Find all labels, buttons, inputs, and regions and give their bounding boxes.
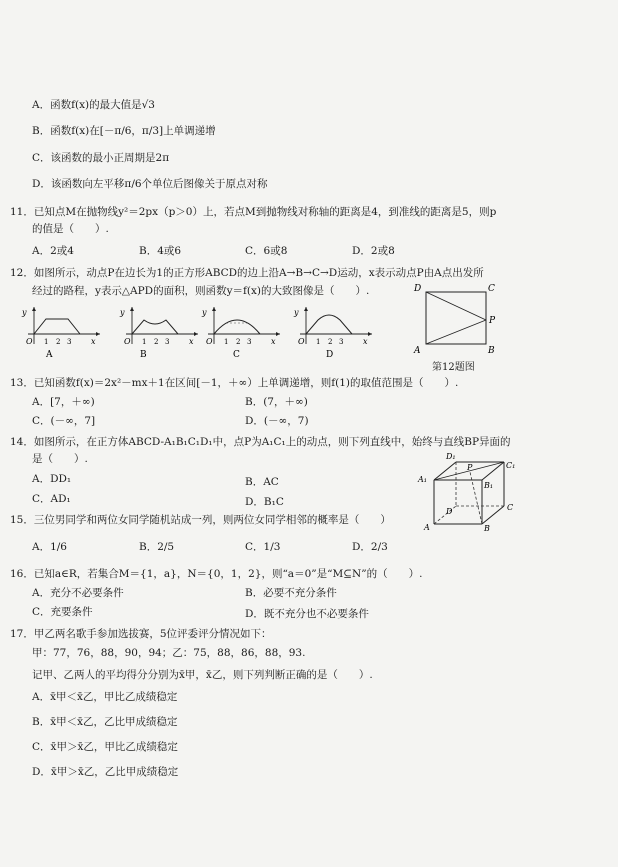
q12-graph-c <box>200 304 282 360</box>
q11-option-d: D．2或8 <box>352 245 395 257</box>
graph-c-y-label: y <box>202 308 207 317</box>
q14-option-d: D．B₁C <box>245 496 284 508</box>
q12-square-figure <box>408 282 498 354</box>
q11-option-c: C．6或8 <box>245 245 288 257</box>
graph-b-y-label: y <box>120 308 125 317</box>
q12-graph-d <box>292 304 374 360</box>
cube-vertex-b: B <box>484 524 490 532</box>
graph-d-label: D <box>326 350 334 360</box>
q15-option-a: A．1/6 <box>32 541 67 553</box>
graph-b-tick-2: 2 <box>154 338 159 346</box>
q14-cube-figure <box>412 448 522 532</box>
graph-c-tick-2: 2 <box>236 338 241 346</box>
cube-vertex-d1: D₁ <box>446 452 456 461</box>
graph-b-label: B <box>140 350 147 360</box>
graph-d-origin: O <box>298 337 305 346</box>
q12-graph-a <box>20 304 102 360</box>
graph-c-x-label: x <box>271 337 276 346</box>
graph-a-origin: O <box>26 337 33 346</box>
cube-vertex-a: A <box>424 523 430 532</box>
graph-c-label: C <box>233 350 240 360</box>
q13-option-a: A．[7，＋∞) <box>32 396 95 408</box>
graph-a-tick-1: 1 <box>44 338 49 346</box>
graph-d-tick-1: 1 <box>316 338 321 346</box>
graph-c-tick-3: 3 <box>247 338 252 346</box>
q14-option-a: A．DD₁ <box>32 473 72 485</box>
cube-vertex-c: C <box>507 503 514 512</box>
q15-stem: 15．三位男同学和两位女同学随机站成一列，则两位女同学相邻的概率是（ ） <box>10 514 391 526</box>
q12-stem-line1: 12．如图所示，动点P在边长为1的正方形ABCD的边上沿A→B→C→D运动，x表示动点P由A点出发所 <box>10 267 484 279</box>
graph-b-origin: O <box>124 337 131 346</box>
q17-option-d: D．x̄甲＞x̄乙，乙比甲成绩稳定 <box>32 766 179 778</box>
q10-option-b: B．函数f(x)在[－π/6，π/3]上单调递增 <box>32 125 216 137</box>
q17-stem: 17．甲乙两名歌手参加选拔赛，5位评委评分情况如下： <box>10 628 272 640</box>
q11-option-a: A．2或4 <box>32 245 74 257</box>
square-vertex-d: D <box>414 284 422 294</box>
q15-option-c: C．1/3 <box>245 541 281 553</box>
q13-option-b: B．(7，＋∞) <box>245 396 308 408</box>
q17-note: 记甲、乙两人的平均得分分别为x̄甲，x̄乙，则下列判断正确的是（ ）. <box>32 669 373 681</box>
graph-b-tick-1: 1 <box>142 338 147 346</box>
q12-graph-b <box>118 304 200 360</box>
q17-option-a: A．x̄甲＜x̄乙，甲比乙成绩稳定 <box>32 691 178 703</box>
q10-option-d: D．该函数向左平移π/6个单位后图像关于原点对称 <box>32 178 268 190</box>
square-vertex-c: C <box>488 284 495 294</box>
graph-a-y-label: y <box>22 308 27 317</box>
q17-option-b: B．x̄甲＜x̄乙，乙比甲成绩稳定 <box>32 716 178 728</box>
graph-d-tick-2: 2 <box>328 338 333 346</box>
cube-vertex-d: D <box>446 507 453 516</box>
q12-figure-caption: 第12题图 <box>432 362 475 373</box>
cube-vertex-a1: A₁ <box>418 475 427 484</box>
q14-stem-line2: 是（ ）. <box>32 453 88 465</box>
q16-option-b: B．必要不充分条件 <box>245 587 337 599</box>
square-vertex-b: B <box>488 346 495 354</box>
q11-stem-line2: 的值是（ ）. <box>32 223 109 235</box>
graph-a-label: A <box>46 350 53 360</box>
cube-vertex-c1: C₁ <box>506 461 516 470</box>
q14-stem-line1: 14．如图所示，在正方体ABCD-A₁B₁C₁D₁中，点P为A₁C₁上的动点，则下列直线中，始终与直线BP异面的 <box>10 436 511 448</box>
graph-b-tick-3: 3 <box>165 338 170 346</box>
q10-option-c: C．该函数的最小正周期是2π <box>32 152 170 164</box>
graph-c-tick-1: 1 <box>224 338 229 346</box>
q12-stem-line2: 经过的路程，y表示△APD的面积，则函数y＝f(x)的大致图像是（ ）. <box>32 285 370 297</box>
q10-option-a: A．函数f(x)的最大值是√3 <box>32 99 155 111</box>
cube-point-p: P <box>467 463 473 472</box>
graph-b-x-label: x <box>189 337 194 346</box>
graph-d-y-label: y <box>294 308 299 317</box>
graph-a-tick-2: 2 <box>56 338 61 346</box>
q14-option-c: C．AD₁ <box>32 493 71 505</box>
q17-option-c: C．x̄甲＞x̄乙，甲比乙成绩稳定 <box>32 741 178 753</box>
q16-stem: 16．已知a∈R，若集合M＝{1，a}，N＝{0，1，2}，则“a＝0”是“M⊆N”的（ ）. <box>10 568 423 580</box>
q11-option-b: B．4或6 <box>139 245 182 257</box>
graph-d-tick-3: 3 <box>339 338 344 346</box>
q14-option-b: B．AC <box>245 476 279 488</box>
graph-d-x-label: x <box>363 337 368 346</box>
q11-stem-line1: 11．已知点M在抛物线y²＝2px（p＞0）上，若点M到抛物线对称轴的距离是4，到准线的距离是5，则p <box>10 206 497 218</box>
q15-option-d: D．2/3 <box>352 541 388 553</box>
q17-scores: 甲：77，76，88，90，94；乙：75，88，86，88，93. <box>32 647 306 659</box>
q16-option-a: A．充分不必要条件 <box>32 587 124 599</box>
graph-a-tick-3: 3 <box>67 338 72 346</box>
graph-a-x-label: x <box>91 337 96 346</box>
cube-vertex-b1: B₁ <box>484 481 494 490</box>
q13-stem: 13．已知函数f(x)＝2x²－mx＋1在区间[－1，＋∞）上单调递增，则f(1)的取值范围是（ ）. <box>10 377 459 389</box>
q13-option-d: D．(－∞，7) <box>245 415 309 427</box>
square-vertex-a: A <box>414 346 421 354</box>
q16-option-d: D．既不充分也不必要条件 <box>245 608 369 620</box>
square-point-p: P <box>489 316 496 326</box>
q15-option-b: B．2/5 <box>139 541 175 553</box>
q16-option-c: C．充要条件 <box>32 606 93 618</box>
q13-option-c: C．(－∞，7] <box>32 415 96 427</box>
graph-c-origin: O <box>206 337 213 346</box>
